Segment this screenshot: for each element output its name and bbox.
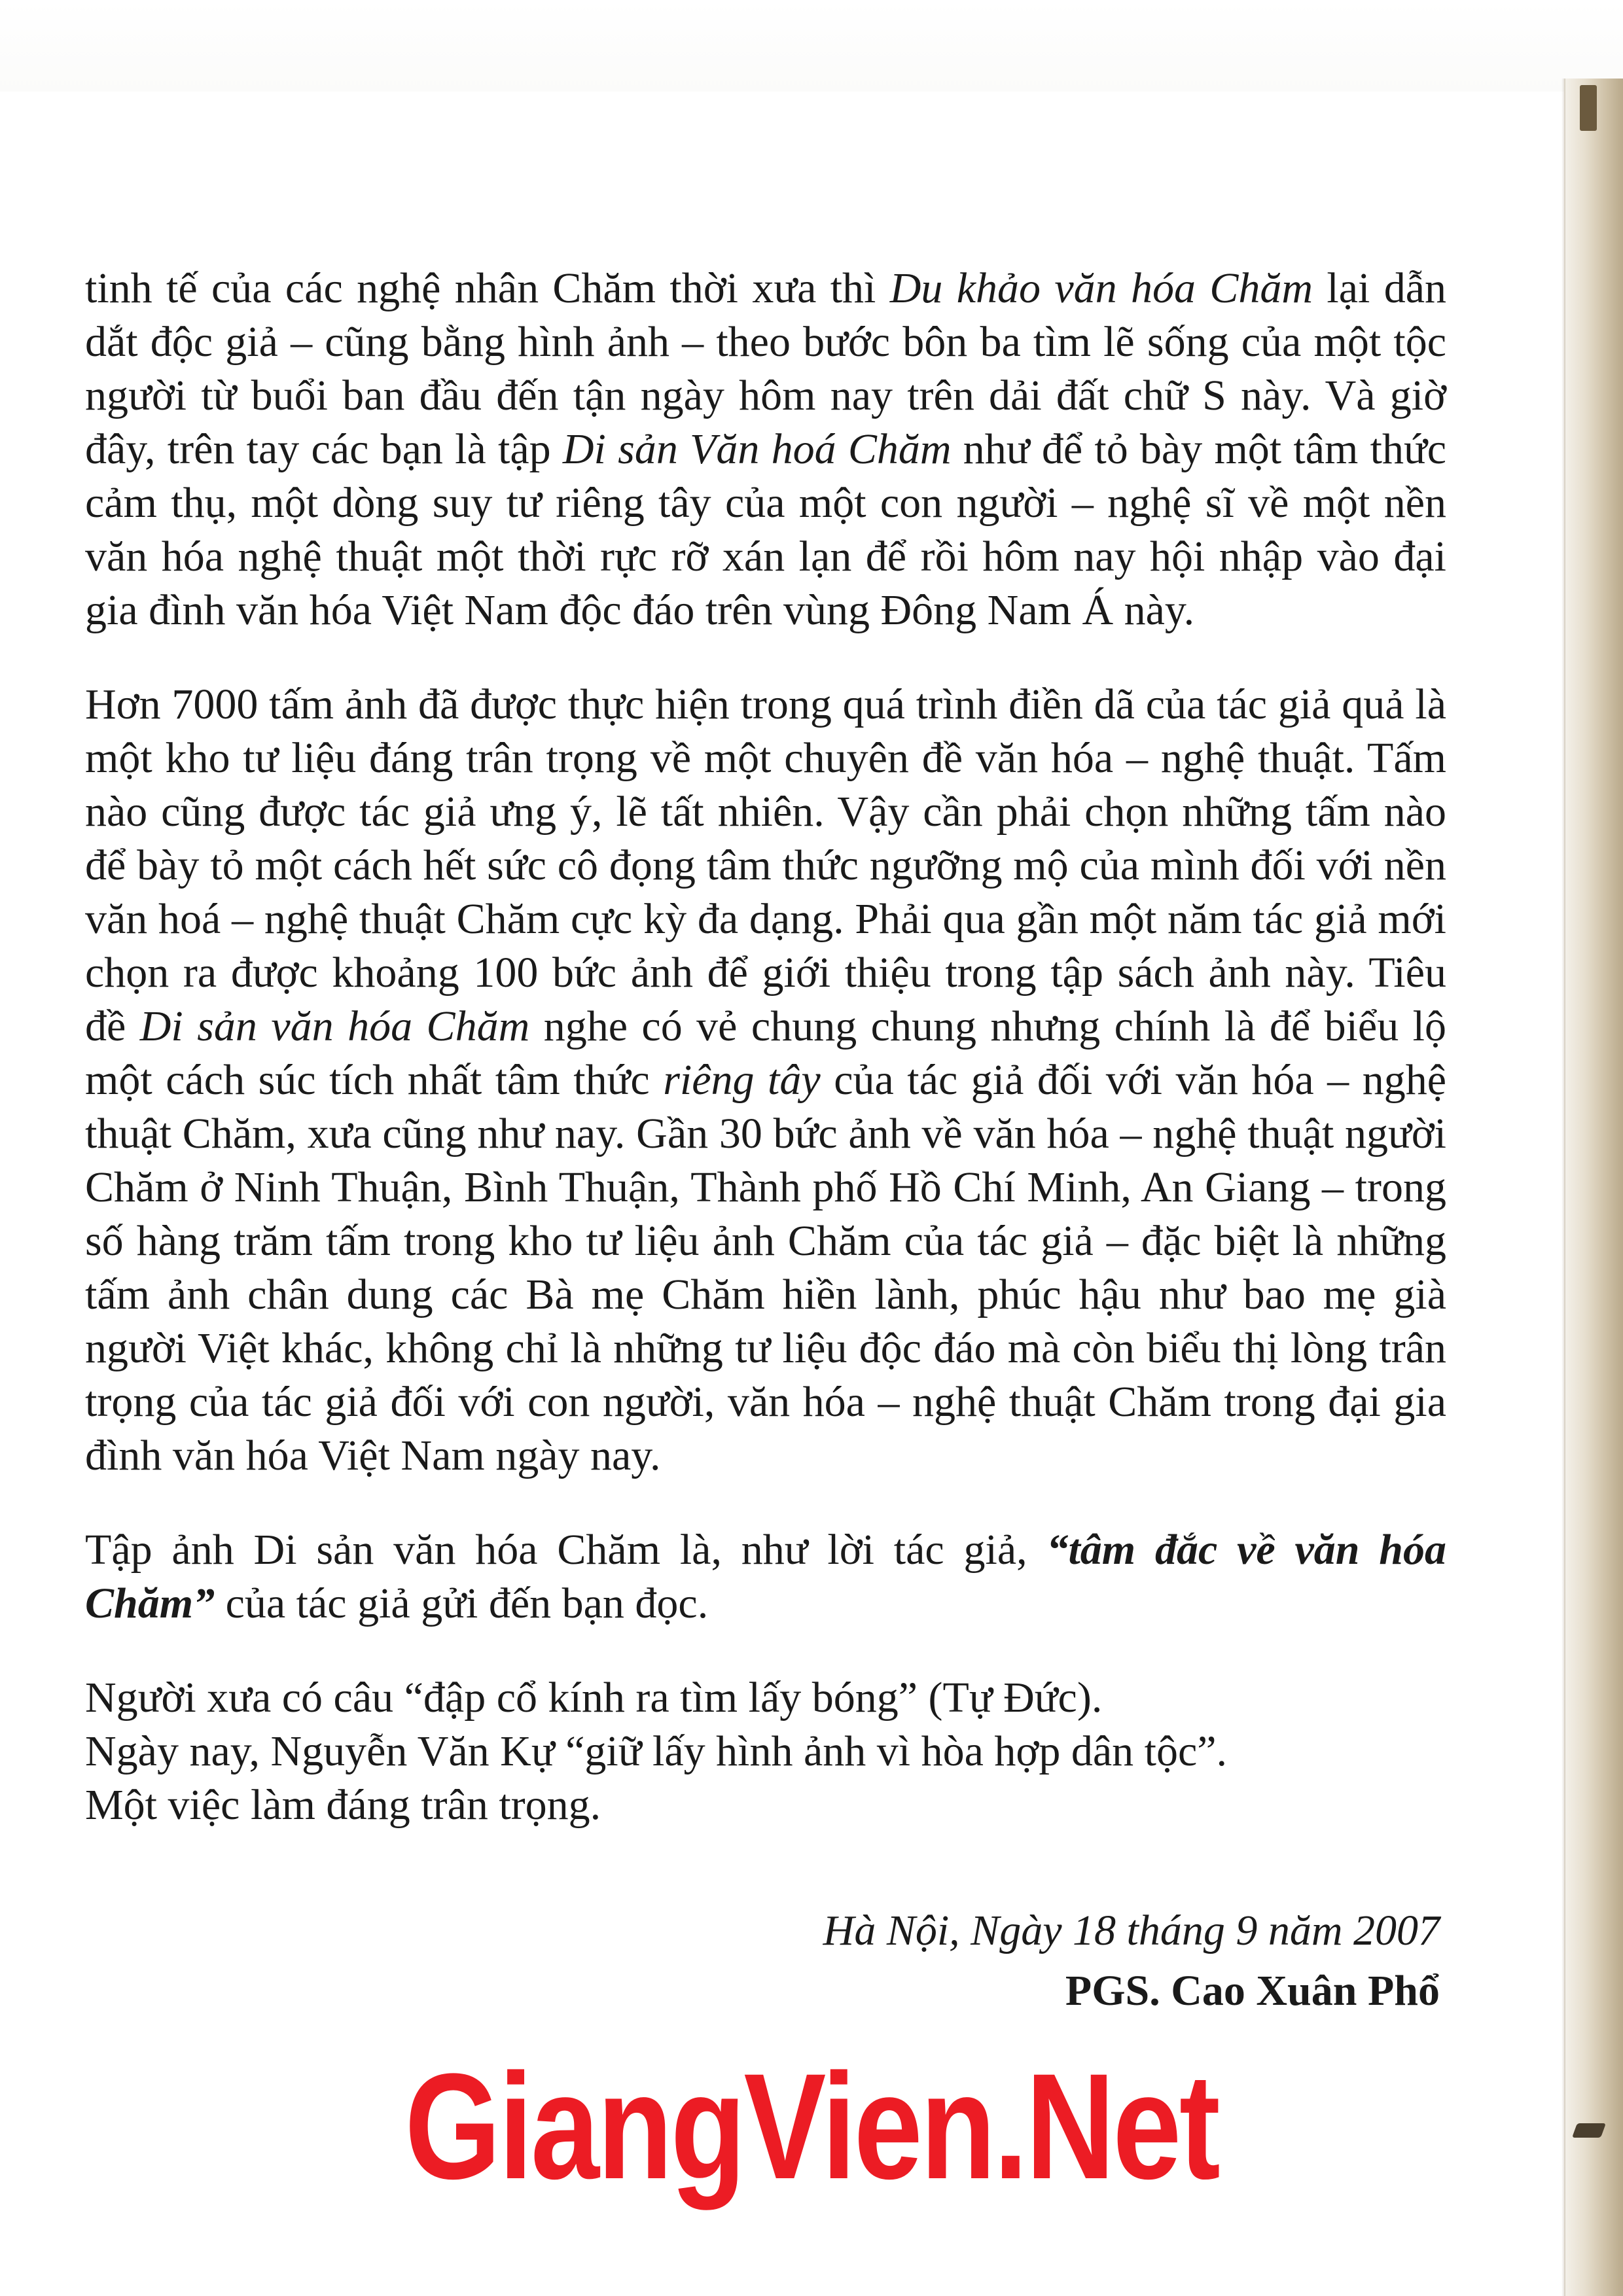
spine-corner-mark <box>1572 2123 1606 2138</box>
paragraph-3-text-2: của tác giả gửi đến bạn đọc. <box>215 1580 709 1627</box>
signature-block <box>823 1901 1440 2021</box>
book-title-di-san: Di sản Văn hoá Chăm <box>562 425 952 473</box>
paragraph-3-text-1: Tập ảnh Di sản văn hóa Chăm là, như lời tác giả, <box>85 1526 1047 1574</box>
closing-verse <box>85 1671 1446 1832</box>
spine-binding-mark <box>1580 85 1597 131</box>
paragraph-3 <box>85 1523 1446 1631</box>
author-name: PGS. Cao Xuân Phổ <box>1065 1967 1440 2015</box>
closing-line-2: Ngày nay, Nguyễn Văn Kự “giữ lấy hình ảnh vì hòa hợp dân tộc”. <box>85 1727 1228 1775</box>
paragraph-2-text-1: Hơn 7000 tấm ảnh đã được thực hiện trong quá trình điền dã của tác giả quả là một kho tư liệu đáng trân trọng về một chuyên đề văn hóa – nghệ thuật. Tấm nào cũng được tác giả ưng ý, lẽ tất nhiên. Vậy cần phải chọn những tấm nào để bày tỏ một cách hết sức cô đọng tâm thức ngưỡng mộ của mình đối với nền văn hoá – nghệ thuật Chăm cực kỳ đa dạng. Phải qua gần một năm tác giả mới chọn ra được khoảng 100 bức ảnh để giới thiệu trong tập sách ảnh này. Tiêu đề <box>85 680 1446 1050</box>
paragraph-2-text-2: nghe có vẻ chung chung nhưng chính là để biểu lộ một cách súc tích nhất tâm thức <box>85 1002 1446 1104</box>
paragraph-1-text-1: tinh tế của các nghệ nhân Chăm thời xưa thì <box>85 264 890 312</box>
watermark-logo: GiangVien.Net <box>404 2042 1219 2210</box>
book-title-di-san-2: Di sản văn hóa Chăm <box>139 1002 530 1050</box>
page-top-margin <box>0 0 1623 92</box>
paragraph-1-text-2: lại dẫn dắt độc giả – cũng bằng hình ảnh – theo bước bôn ba tìm lẽ sống của một tộc người từ buổi ban đầu đến tận ngày hôm nay trên dải đất chữ S này. Và giờ đây, trên tay các bạn là tập <box>85 264 1447 473</box>
closing-line-1: Người xưa có câu “đập cổ kính ra tìm lấy bóng” (Tự Đức). <box>85 1674 1103 1722</box>
spine-shadow <box>1561 79 1565 2296</box>
paragraph-1 <box>85 262 1446 637</box>
book-title-du-khao: Du khảo văn hóa Chăm <box>889 264 1313 312</box>
preface-body <box>85 262 1446 1832</box>
paragraph-2-text-3: của tác giả đối với văn hóa – nghệ thuật Chăm, xưa cũng như nay. Gần 30 bức ảnh về văn hóa – nghệ thuật người Chăm ở Ninh Thuận, Bình Thuận, Thành phố Hồ Chí Minh, An Giang – trong số hàng trăm tấm trong kho tư liệu ảnh Chăm của tác giả – đặc biệt là những tấm ảnh chân dung các Bà mẹ Chăm hiền lành, phúc hậu như bao mẹ già người Việt khác, không chỉ là những tư liệu độc đáo mà còn biểu thị lòng trân trọng của tác giả đối với con người, văn hóa – nghệ thuật Chăm trong đại gia đình văn hóa Việt Nam ngày nay. <box>85 1056 1446 1479</box>
closing-line-3: Một việc làm đáng trân trọng. <box>85 1781 601 1829</box>
book-spine-edge <box>1564 79 1623 2296</box>
emphasis-rieng-tay: riêng tây <box>663 1056 821 1104</box>
paragraph-1-text-3: như để tỏ bày một tâm thức cảm thụ, một dòng suy tư riêng tây của một con người – nghệ sĩ về một nền văn hóa nghệ thuật một thời rực rỡ xán lạn để rồi hôm nay hội nhập vào đại gia đình văn hóa Việt Nam độc đáo trên vùng Đông Nam Á này. <box>85 425 1447 634</box>
author-quote: “tâm đắc về văn hóa Chăm” <box>85 1526 1446 1627</box>
place-and-date: Hà Nội, Ngày 18 tháng 9 năm 2007 <box>823 1907 1440 1954</box>
paragraph-2 <box>85 678 1446 1483</box>
